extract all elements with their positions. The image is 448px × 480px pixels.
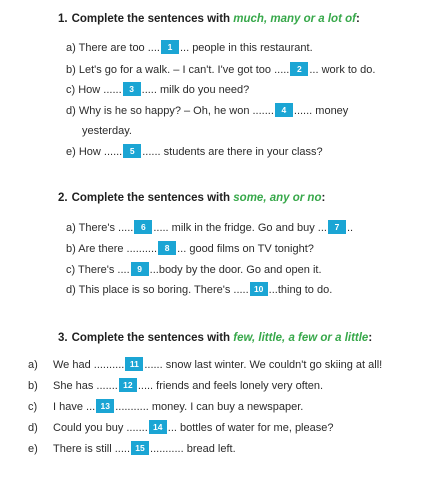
section2-item-c — [66, 263, 322, 277]
section1-item-b — [66, 63, 375, 77]
section3-number: 3. — [58, 332, 68, 344]
section3-title-highlight: few, little, a few or a little — [233, 332, 369, 344]
answer-badge-1[interactable]: 1 — [161, 40, 179, 54]
answer-badge-5[interactable]: 5 — [123, 144, 141, 158]
section1-number: 1. — [58, 13, 68, 25]
item-text-after: ... bottles of water for me, please? — [167, 422, 334, 434]
section1-item-c — [66, 83, 249, 97]
item-text-after2: .. — [346, 222, 354, 234]
answer-badge-4[interactable]: 4 — [275, 103, 293, 117]
item-label: c) — [66, 84, 76, 96]
item-label: c) — [28, 401, 38, 413]
item-text-before: Let's go for a walk. – I can't. I've got too ..... — [78, 64, 290, 76]
section3-item-c — [28, 400, 438, 416]
item-text-before: There is still ..... — [53, 443, 131, 455]
item-label: b) — [28, 380, 38, 392]
item-text-after: ...... students are there in your class? — [142, 146, 323, 158]
item-text-after: ..... milk do you need? — [141, 84, 250, 96]
item-text-after: ..... milk in the fridge. Go and buy ... — [153, 222, 327, 234]
item-text-before: This place is so boring. There's ..... — [78, 284, 249, 296]
answer-badge-3[interactable]: 3 — [123, 82, 141, 96]
item-text-before: There are too .... — [78, 42, 160, 54]
item-text-before: She has ....... — [53, 380, 118, 392]
section2-title-suffix: : — [321, 192, 326, 204]
section1-item-d — [66, 104, 348, 118]
item-text-before: yesterday. — [82, 125, 132, 137]
answer-badge-15[interactable]: 15 — [131, 441, 149, 455]
answer-badge-11[interactable]: 11 — [125, 357, 143, 371]
item-text-before: There's ..... — [78, 222, 134, 234]
answer-badge-8[interactable]: 8 — [158, 241, 176, 255]
item-label: d) — [66, 105, 76, 117]
item-text-before: Why is he so happy? – Oh, he won ....... — [78, 105, 274, 117]
item-text-before: There's .... — [78, 264, 130, 276]
section2-item-d — [66, 283, 332, 297]
item-text-after: ...... money — [293, 105, 349, 117]
item-label: b) — [66, 243, 76, 255]
item-text-before: Are there .......... — [78, 243, 158, 255]
item-text-after: ...... snow last winter. We couldn't go skiing at all! — [144, 359, 383, 371]
item-text-after: ........... money. I can buy a newspaper. — [115, 401, 304, 413]
section1-title-prefix: Complete the sentences with — [71, 13, 234, 25]
answer-badge-13[interactable]: 13 — [96, 399, 114, 413]
item-text-before: I have ... — [53, 401, 96, 413]
section1-title-suffix: : — [355, 13, 360, 25]
item-text-after: ..... friends and feels lonely very often. — [137, 380, 324, 392]
item-text-after: ... good films on TV tonight? — [177, 243, 314, 255]
item-text-after: ... people in this restaurant. — [179, 42, 313, 54]
item-label: e) — [28, 443, 38, 455]
item-text-before: How ...... — [78, 84, 122, 96]
answer-badge-14[interactable]: 14 — [149, 420, 167, 434]
section1-title — [58, 13, 360, 25]
section1-item-d-continued — [82, 124, 132, 138]
section2-number: 2. — [58, 192, 68, 204]
section3-title-suffix: : — [368, 332, 373, 344]
section2-item-a — [66, 221, 353, 235]
section1-item-e — [66, 145, 323, 159]
answer-badge-9[interactable]: 9 — [131, 262, 149, 276]
answer-badge-7[interactable]: 7 — [328, 220, 346, 234]
section3-item-b — [28, 379, 438, 395]
item-label: d) — [28, 422, 38, 434]
section2-title — [58, 192, 325, 204]
section3-title-prefix: Complete the sentences with — [71, 332, 234, 344]
answer-badge-6[interactable]: 6 — [134, 220, 152, 234]
section3-item-e — [28, 442, 438, 458]
answer-badge-10[interactable]: 10 — [250, 282, 268, 296]
answer-badge-12[interactable]: 12 — [119, 378, 137, 392]
item-text-before: We had .......... — [53, 359, 125, 371]
section3-item-d — [28, 421, 438, 437]
section2-item-b — [66, 242, 314, 256]
item-label: b) — [66, 64, 76, 76]
section3-item-a — [28, 358, 438, 374]
item-text-before: How ...... — [78, 146, 123, 158]
item-label: a) — [28, 359, 38, 371]
item-label: a) — [66, 222, 76, 234]
section2-title-highlight: some, any or no — [233, 192, 322, 204]
section2-title-prefix: Complete the sentences with — [71, 192, 234, 204]
item-label: d) — [66, 284, 76, 296]
item-label: a) — [66, 42, 76, 54]
section1-title-highlight: much, many or a lot of — [233, 13, 356, 25]
item-text-before: Could you buy ....... — [53, 422, 148, 434]
item-text-after: ...body by the door. Go and open it. — [149, 264, 322, 276]
item-text-after: ... work to do. — [309, 64, 376, 76]
item-text-after: ........... bread left. — [150, 443, 236, 455]
item-label: c) — [66, 264, 76, 276]
section3-title — [58, 332, 372, 344]
section1-item-a — [66, 41, 313, 55]
item-label: e) — [66, 146, 76, 158]
answer-badge-2[interactable]: 2 — [290, 62, 308, 76]
item-text-after: ...thing to do. — [268, 284, 333, 296]
